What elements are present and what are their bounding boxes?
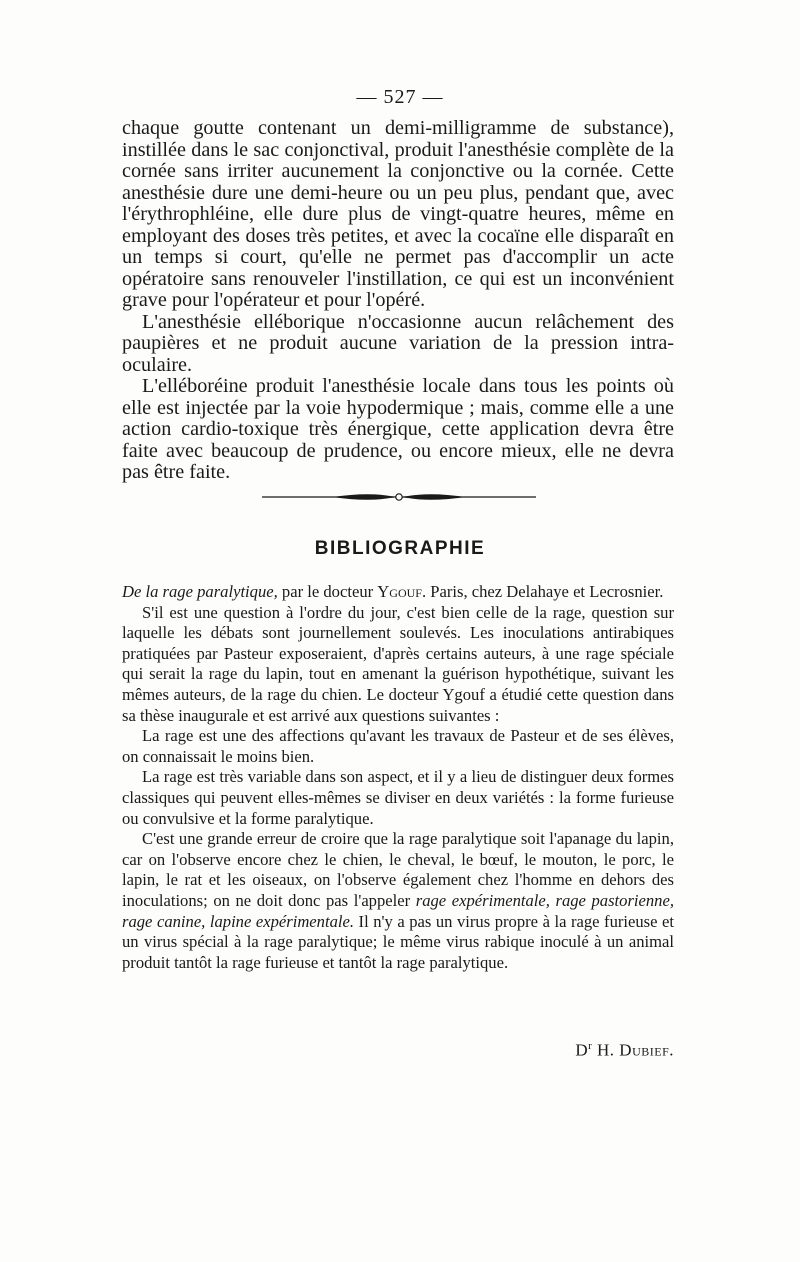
paragraph: La rage est très variable dans son aspect, et il y a lieu de distinguer deux formes classiques qui peuvent elles-mêmes se diviser en deux variétés : la forme furieuse ou convulsive et la forme paralytique.: [122, 767, 674, 828]
paragraph: L'elléboréine produit l'anesthésie locale dans tous les points où elle est injectée par la voie hypodermique ; mais, comme elle a une action cardio-toxique très énergique, cette application devra être faite avec beaucoup de prudence, ou encore mieux, elle ne devra pas être faite.: [122, 375, 674, 483]
reference-by: par le docteur: [277, 582, 378, 601]
reference-title: De la rage paralytique,: [122, 582, 278, 601]
paragraph: S'il est une question à l'ordre du jour, c'est bien celle de la rage, question sur laquelle les débats sont journellement soulevés. Les inoculations antirabiques pratiquées par Pasteur exposeraient, d'après certains auteurs, à une rage spéciale qui serait la rage du lapin, tout en amenant la guérison hypothétique, suivant les mêmes auteurs, de la rage du chien. Le docteur Ygouf a étudié cette question dans sa thèse inaugurale et est arrivé aux questions suivantes :: [122, 602, 674, 725]
paragraph: L'anesthésie elléborique n'occasionne aucun relâchement des paupières et ne produit aucune variation de la pression intra-oculaire.: [122, 310, 674, 376]
signature-name: Dubief.: [619, 1040, 674, 1060]
bibliography-reference: [122, 582, 674, 603]
reference-rest: . Paris, chez Delahaye et Lecrosnier.: [421, 582, 664, 601]
paragraph: chaque goutte contenant un demi-milligramme de substance), instillée dans le sac conjonctival, produit l'anesthésie complète de la cornée sans irriter aucunement la conjonctive ou la cornée. Cette anesthésie dure une demi-heure ou un peu plus, pendant que, avec l'érythrophléine, elle dure plus de vingt-quatre heures, même en employant des doses très petites, et avec la cocaïne elle disparaît en un temps si court, qu'elle ne permet pas d'accomplir un acte opératoire sans renouveler l'instillation, ce qui est un inconvénient grave pour l'opérateur et pour l'opéré.: [122, 117, 674, 311]
signature-prefix-sup: r: [588, 1040, 593, 1052]
author-signature: [575, 1040, 674, 1061]
upper-text-block: [122, 118, 674, 484]
ornamental-rule: [262, 487, 536, 507]
signature-initial: H.: [592, 1040, 620, 1060]
paragraph: La rage est une des affections qu'avant les travaux de Pasteur et de ses élèves, on connaissait le moins bien.: [122, 726, 674, 766]
reference-author: Ygouf: [377, 582, 422, 601]
paragraph-text: Il n'y a pas un virus propre à la rage furieuse et un virus spécial à la rage paralytique; le même virus rabique inoculé à un animal produit tantôt la rage furieuse et tantôt la rage paralytique.: [122, 911, 675, 972]
signature-prefix: D: [575, 1040, 589, 1060]
paragraph: [122, 829, 674, 973]
section-heading: BIBLIOGRAPHIE: [314, 538, 486, 559]
lower-text-block: [122, 582, 674, 973]
paragraph-text: C'est une grande erreur de croire que la rage paralytique soit l'apanage du lapin, car on l'observe encore chez le chien, le cheval, le bœuf, le mouton, le porc, le lapin, le rat et les oiseaux, on l'observe également chez l'homme en dehors des inoculations; on ne doit donc pas l'appeler: [122, 829, 674, 910]
paragraph-italic-text: rage expérimentale, rage pastorienne, rage canine, lapine expérimentale.: [122, 890, 674, 931]
page-number: — 527 —: [356, 86, 444, 108]
